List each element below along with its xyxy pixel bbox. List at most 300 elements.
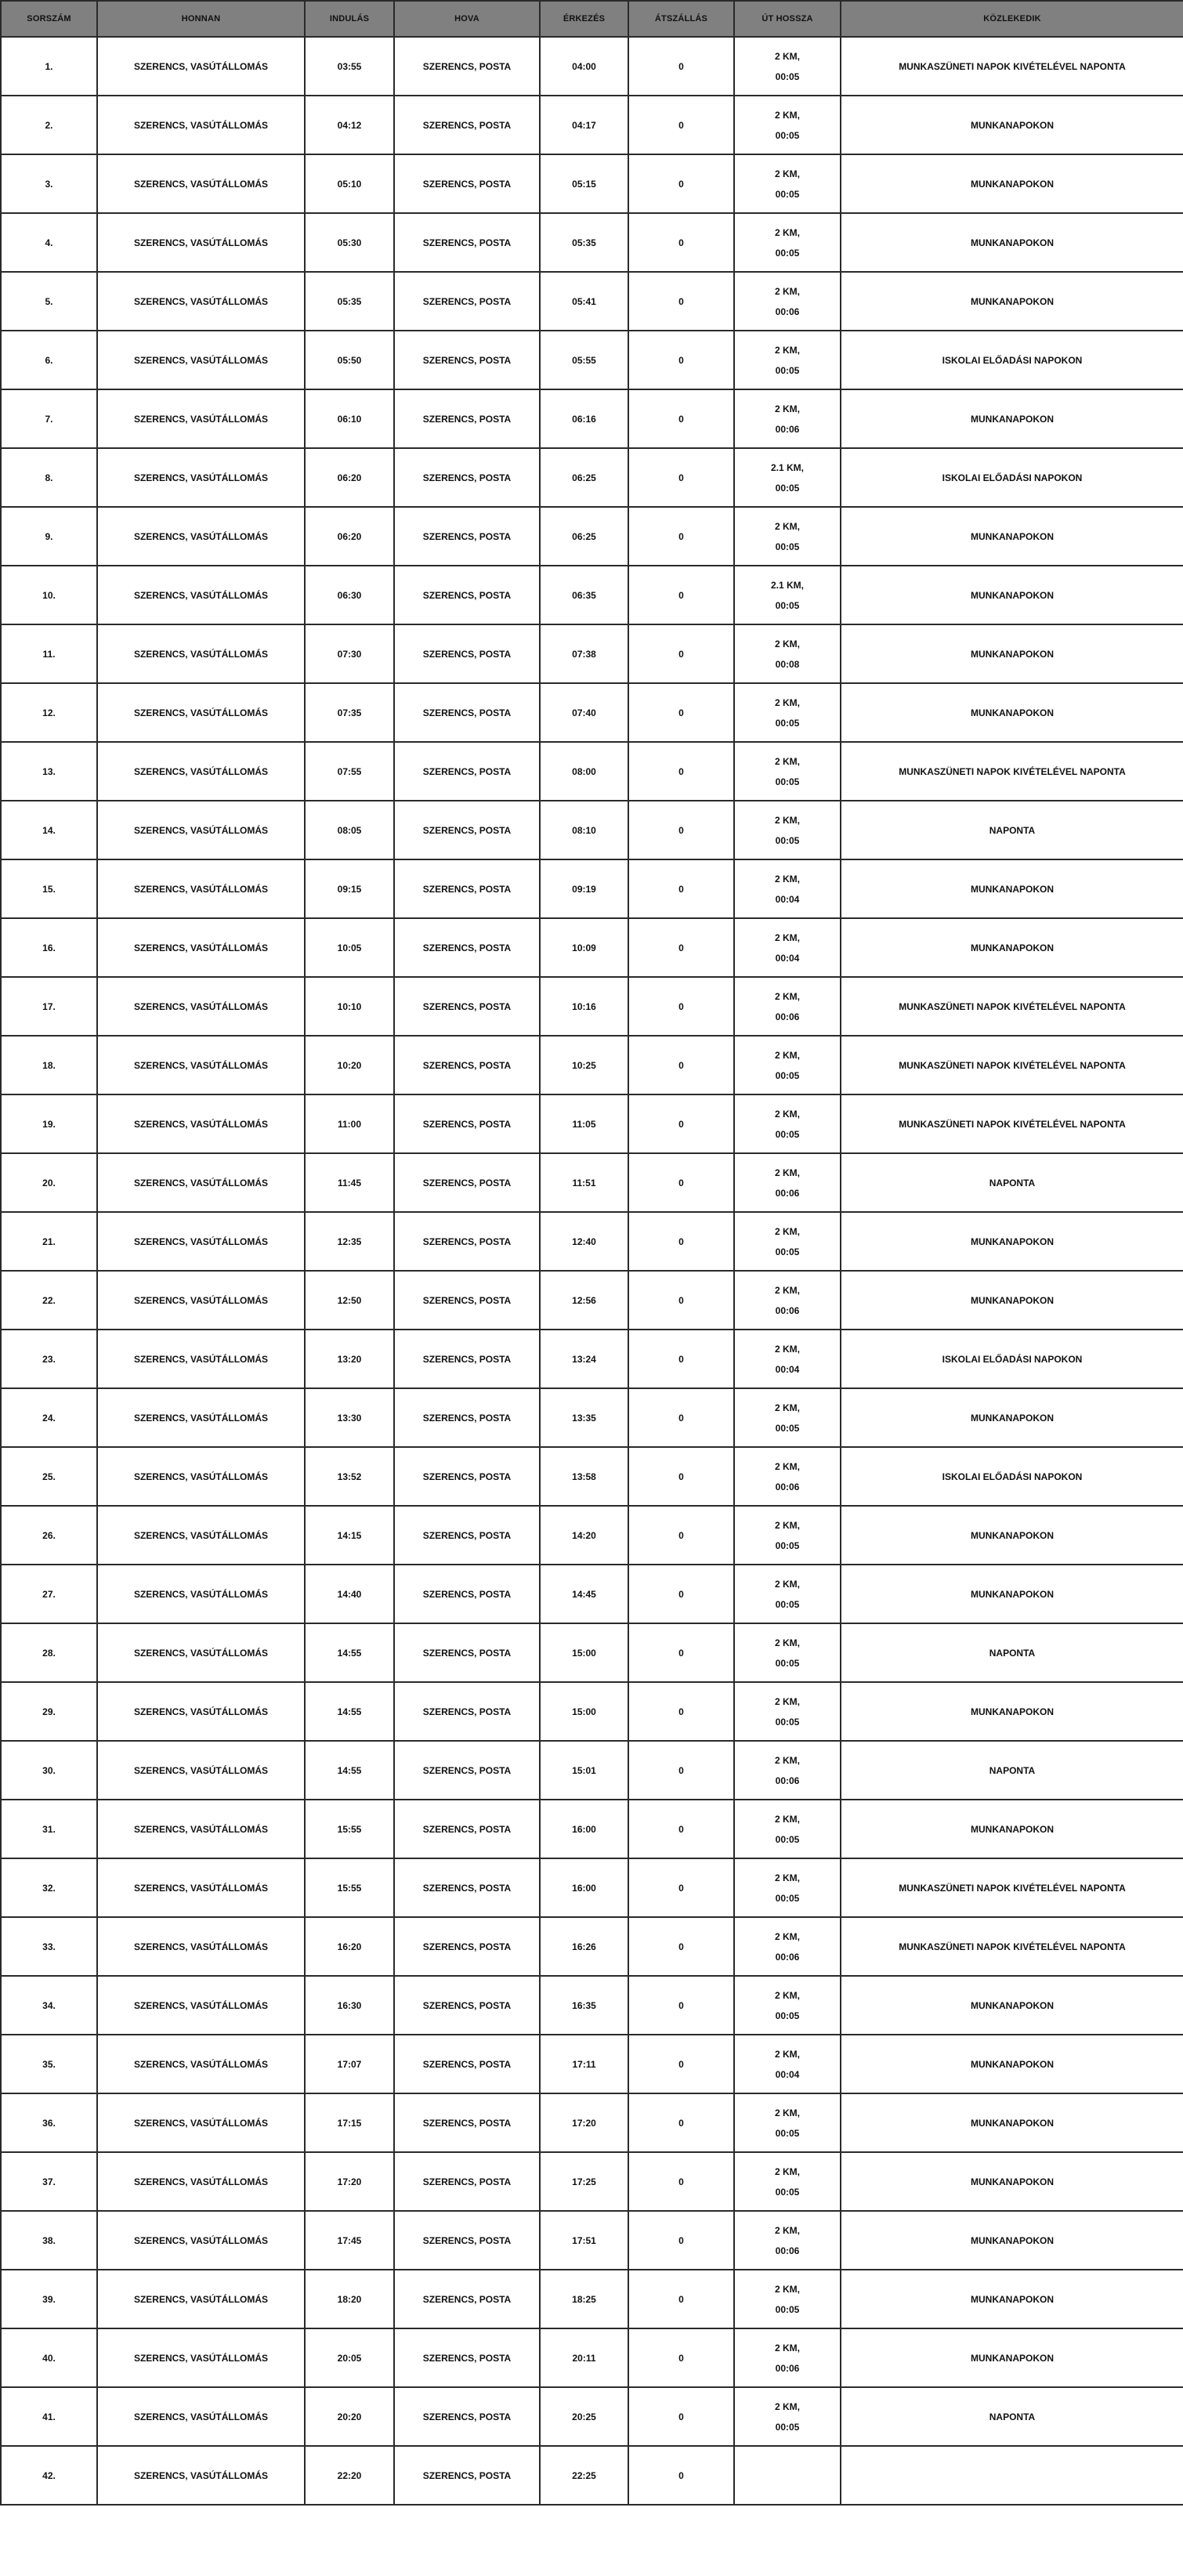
cell-ut-hossza bbox=[734, 1388, 841, 1447]
duration-value: 00:04 bbox=[775, 1363, 800, 1375]
cell-ut-hossza bbox=[734, 2211, 841, 2270]
distance-value: 2 KM, bbox=[774, 1695, 800, 1707]
cell-erkezes: 22:25 bbox=[540, 2446, 628, 2505]
table-row bbox=[1, 2152, 1183, 2211]
cell-atszallas: 0 bbox=[628, 2035, 734, 2093]
cell-honnan: SZERENCS, VASÚTÁLLOMÁS bbox=[97, 1153, 305, 1212]
cell-erkezes: 13:24 bbox=[540, 1330, 628, 1388]
table-row bbox=[1, 1271, 1183, 1330]
cell-hova: SZERENCS, POSTA bbox=[394, 1388, 540, 1447]
cell-ut-hossza bbox=[734, 859, 841, 918]
cell-honnan: SZERENCS, VASÚTÁLLOMÁS bbox=[97, 2035, 305, 2093]
table-row bbox=[1, 2387, 1183, 2446]
cell-indulas: 14:55 bbox=[305, 1682, 394, 1741]
cell-erkezes: 16:26 bbox=[540, 1917, 628, 1976]
cell-hova: SZERENCS, POSTA bbox=[394, 1330, 540, 1388]
cell-erkezes: 04:17 bbox=[540, 96, 628, 154]
duration-value: 00:05 bbox=[775, 1716, 800, 1728]
cell-atszallas: 0 bbox=[628, 1094, 734, 1153]
cell-kozlekedik: ISKOLAI ELŐADÁSI NAPOKON bbox=[841, 1447, 1183, 1506]
cell-honnan: SZERENCS, VASÚTÁLLOMÁS bbox=[97, 859, 305, 918]
duration-value: 00:06 bbox=[775, 1951, 800, 1963]
cell-hova: SZERENCS, POSTA bbox=[394, 1271, 540, 1330]
cell-sorszam: 27. bbox=[1, 1565, 97, 1623]
cell-honnan: SZERENCS, VASÚTÁLLOMÁS bbox=[97, 213, 305, 272]
header-ut-hossza: ÚT HOSSZA bbox=[734, 1, 841, 37]
cell-honnan: SZERENCS, VASÚTÁLLOMÁS bbox=[97, 624, 305, 683]
cell-atszallas: 0 bbox=[628, 624, 734, 683]
cell-indulas: 05:35 bbox=[305, 272, 394, 331]
cell-ut-hossza bbox=[734, 624, 841, 683]
cell-sorszam: 42. bbox=[1, 2446, 97, 2505]
cell-kozlekedik: ISKOLAI ELŐADÁSI NAPOKON bbox=[841, 331, 1183, 389]
header-row bbox=[1, 1, 1183, 37]
cell-erkezes: 15:00 bbox=[540, 1623, 628, 1682]
cell-ut-hossza bbox=[734, 1447, 841, 1506]
cell-atszallas: 0 bbox=[628, 1330, 734, 1388]
cell-atszallas: 0 bbox=[628, 566, 734, 624]
table-row bbox=[1, 272, 1183, 331]
distance-value: 2 KM, bbox=[774, 50, 800, 62]
duration-value: 00:05 bbox=[775, 2010, 800, 2021]
duration-value: 00:05 bbox=[775, 129, 800, 141]
duration-value: 00:05 bbox=[775, 1422, 800, 1434]
cell-erkezes: 05:55 bbox=[540, 331, 628, 389]
cell-atszallas: 0 bbox=[628, 2446, 734, 2505]
table-row bbox=[1, 213, 1183, 272]
cell-erkezes: 05:41 bbox=[540, 272, 628, 331]
cell-honnan: SZERENCS, VASÚTÁLLOMÁS bbox=[97, 1800, 305, 1858]
cell-honnan: SZERENCS, VASÚTÁLLOMÁS bbox=[97, 1858, 305, 1917]
cell-sorszam: 32. bbox=[1, 1858, 97, 1917]
cell-indulas: 17:20 bbox=[305, 2152, 394, 2211]
cell-kozlekedik: MUNKANAPOKON bbox=[841, 918, 1183, 977]
cell-erkezes: 12:56 bbox=[540, 1271, 628, 1330]
duration-value: 00:06 bbox=[775, 2245, 800, 2256]
cell-honnan: SZERENCS, VASÚTÁLLOMÁS bbox=[97, 1976, 305, 2035]
cell-honnan: SZERENCS, VASÚTÁLLOMÁS bbox=[97, 331, 305, 389]
cell-kozlekedik: MUNKASZÜNETI NAPOK KIVÉTELÉVEL NAPONTA bbox=[841, 742, 1183, 801]
duration-value: 00:06 bbox=[775, 306, 800, 317]
cell-indulas: 10:20 bbox=[305, 1036, 394, 1094]
distance-value: 2 KM, bbox=[774, 1930, 800, 1942]
cell-sorszam: 6. bbox=[1, 331, 97, 389]
cell-indulas: 06:10 bbox=[305, 389, 394, 448]
cell-kozlekedik: MUNKASZÜNETI NAPOK KIVÉTELÉVEL NAPONTA bbox=[841, 1858, 1183, 1917]
cell-atszallas: 0 bbox=[628, 1153, 734, 1212]
cell-honnan: SZERENCS, VASÚTÁLLOMÁS bbox=[97, 2328, 305, 2387]
cell-kozlekedik: MUNKANAPOKON bbox=[841, 1271, 1183, 1330]
cell-ut-hossza bbox=[734, 331, 841, 389]
cell-kozlekedik: MUNKANAPOKON bbox=[841, 624, 1183, 683]
cell-ut-hossza bbox=[734, 566, 841, 624]
duration-value: 00:06 bbox=[775, 1481, 800, 1492]
cell-honnan: SZERENCS, VASÚTÁLLOMÁS bbox=[97, 566, 305, 624]
cell-honnan: SZERENCS, VASÚTÁLLOMÁS bbox=[97, 1271, 305, 1330]
cell-sorszam: 8. bbox=[1, 448, 97, 507]
table-row bbox=[1, 1565, 1183, 1623]
cell-sorszam: 38. bbox=[1, 2211, 97, 2270]
cell-indulas: 14:15 bbox=[305, 1506, 394, 1565]
cell-ut-hossza bbox=[734, 2093, 841, 2152]
cell-honnan: SZERENCS, VASÚTÁLLOMÁS bbox=[97, 272, 305, 331]
cell-ut-hossza bbox=[734, 96, 841, 154]
distance-value: 2.1 KM, bbox=[770, 461, 804, 473]
cell-hova: SZERENCS, POSTA bbox=[394, 1623, 540, 1682]
distance-value: 2.1 KM, bbox=[770, 579, 804, 591]
cell-indulas: 08:05 bbox=[305, 801, 394, 859]
cell-ut-hossza bbox=[734, 2328, 841, 2387]
cell-erkezes: 08:10 bbox=[540, 801, 628, 859]
cell-hova: SZERENCS, POSTA bbox=[394, 2035, 540, 2093]
cell-indulas: 05:10 bbox=[305, 154, 394, 213]
table-row bbox=[1, 1036, 1183, 1094]
cell-honnan: SZERENCS, VASÚTÁLLOMÁS bbox=[97, 977, 305, 1036]
cell-erkezes: 11:51 bbox=[540, 1153, 628, 1212]
cell-atszallas: 0 bbox=[628, 859, 734, 918]
cell-atszallas: 0 bbox=[628, 683, 734, 742]
cell-sorszam: 9. bbox=[1, 507, 97, 566]
cell-hova: SZERENCS, POSTA bbox=[394, 448, 540, 507]
cell-ut-hossza bbox=[734, 2387, 841, 2446]
table-row bbox=[1, 1094, 1183, 1153]
cell-ut-hossza bbox=[734, 1153, 841, 1212]
cell-hova: SZERENCS, POSTA bbox=[394, 1212, 540, 1271]
cell-erkezes: 05:35 bbox=[540, 213, 628, 272]
cell-erkezes: 16:35 bbox=[540, 1976, 628, 2035]
cell-sorszam: 29. bbox=[1, 1682, 97, 1741]
distance-value: 2 KM, bbox=[774, 344, 800, 356]
cell-hova: SZERENCS, POSTA bbox=[394, 1800, 540, 1858]
cell-indulas: 14:55 bbox=[305, 1741, 394, 1800]
cell-honnan: SZERENCS, VASÚTÁLLOMÁS bbox=[97, 1036, 305, 1094]
cell-indulas: 15:55 bbox=[305, 1858, 394, 1917]
distance-value: 2 KM, bbox=[774, 1637, 800, 1648]
duration-value: 00:04 bbox=[775, 952, 800, 964]
cell-sorszam: 25. bbox=[1, 1447, 97, 1506]
duration-value: 00:05 bbox=[775, 599, 800, 611]
cell-hova: SZERENCS, POSTA bbox=[394, 1506, 540, 1565]
cell-ut-hossza bbox=[734, 2035, 841, 2093]
table-row bbox=[1, 1800, 1183, 1858]
cell-atszallas: 0 bbox=[628, 1976, 734, 2035]
cell-atszallas: 0 bbox=[628, 1682, 734, 1741]
cell-honnan: SZERENCS, VASÚTÁLLOMÁS bbox=[97, 1094, 305, 1153]
cell-sorszam: 28. bbox=[1, 1623, 97, 1682]
cell-indulas: 15:55 bbox=[305, 1800, 394, 1858]
cell-hova: SZERENCS, POSTA bbox=[394, 801, 540, 859]
table-row bbox=[1, 2093, 1183, 2152]
cell-erkezes: 16:00 bbox=[540, 1858, 628, 1917]
duration-value: 00:06 bbox=[775, 1775, 800, 1786]
cell-sorszam: 31. bbox=[1, 1800, 97, 1858]
cell-hova: SZERENCS, POSTA bbox=[394, 2093, 540, 2152]
cell-hova: SZERENCS, POSTA bbox=[394, 389, 540, 448]
table-row bbox=[1, 507, 1183, 566]
cell-ut-hossza bbox=[734, 1976, 841, 2035]
cell-kozlekedik: MUNKASZÜNETI NAPOK KIVÉTELÉVEL NAPONTA bbox=[841, 37, 1183, 96]
cell-erkezes: 14:45 bbox=[540, 1565, 628, 1623]
cell-atszallas: 0 bbox=[628, 96, 734, 154]
cell-atszallas: 0 bbox=[628, 1623, 734, 1682]
cell-honnan: SZERENCS, VASÚTÁLLOMÁS bbox=[97, 1212, 305, 1271]
cell-sorszam: 23. bbox=[1, 1330, 97, 1388]
cell-ut-hossza bbox=[734, 1682, 841, 1741]
duration-value: 00:05 bbox=[775, 247, 800, 259]
cell-kozlekedik: NAPONTA bbox=[841, 1741, 1183, 1800]
distance-value: 2 KM, bbox=[774, 696, 800, 708]
cell-indulas: 20:05 bbox=[305, 2328, 394, 2387]
cell-kozlekedik: MUNKASZÜNETI NAPOK KIVÉTELÉVEL NAPONTA bbox=[841, 1094, 1183, 1153]
cell-hova: SZERENCS, POSTA bbox=[394, 37, 540, 96]
table-row bbox=[1, 1741, 1183, 1800]
cell-ut-hossza bbox=[734, 1271, 841, 1330]
cell-erkezes: 14:20 bbox=[540, 1506, 628, 1565]
cell-indulas: 10:05 bbox=[305, 918, 394, 977]
cell-indulas: 04:12 bbox=[305, 96, 394, 154]
cell-ut-hossza bbox=[734, 801, 841, 859]
cell-sorszam: 19. bbox=[1, 1094, 97, 1153]
table-body bbox=[1, 37, 1183, 2505]
cell-honnan: SZERENCS, VASÚTÁLLOMÁS bbox=[97, 1565, 305, 1623]
cell-ut-hossza bbox=[734, 683, 841, 742]
duration-value: 00:05 bbox=[775, 834, 800, 846]
cell-atszallas: 0 bbox=[628, 801, 734, 859]
cell-indulas: 07:30 bbox=[305, 624, 394, 683]
cell-erkezes: 18:25 bbox=[540, 2270, 628, 2328]
cell-honnan: SZERENCS, VASÚTÁLLOMÁS bbox=[97, 37, 305, 96]
cell-erkezes: 09:19 bbox=[540, 859, 628, 918]
cell-atszallas: 0 bbox=[628, 1388, 734, 1447]
cell-hova: SZERENCS, POSTA bbox=[394, 331, 540, 389]
cell-atszallas: 0 bbox=[628, 213, 734, 272]
duration-value: 00:08 bbox=[775, 658, 800, 670]
cell-indulas: 06:20 bbox=[305, 507, 394, 566]
cell-sorszam: 17. bbox=[1, 977, 97, 1036]
cell-ut-hossza bbox=[734, 2446, 841, 2505]
duration-value: 00:06 bbox=[775, 1011, 800, 1022]
cell-indulas: 11:45 bbox=[305, 1153, 394, 1212]
cell-indulas: 13:30 bbox=[305, 1388, 394, 1447]
header-indulas: INDULÁS bbox=[305, 1, 394, 37]
cell-kozlekedik: MUNKANAPOKON bbox=[841, 96, 1183, 154]
cell-erkezes: 20:11 bbox=[540, 2328, 628, 2387]
table-row bbox=[1, 96, 1183, 154]
cell-erkezes: 06:35 bbox=[540, 566, 628, 624]
cell-ut-hossza bbox=[734, 1917, 841, 1976]
cell-hova: SZERENCS, POSTA bbox=[394, 742, 540, 801]
distance-value: 2 KM, bbox=[774, 403, 800, 414]
duration-value: 00:04 bbox=[775, 2068, 800, 2080]
cell-atszallas: 0 bbox=[628, 2211, 734, 2270]
cell-hova: SZERENCS, POSTA bbox=[394, 154, 540, 213]
cell-sorszam: 2. bbox=[1, 96, 97, 154]
distance-value: 2 KM, bbox=[774, 2401, 800, 2412]
cell-ut-hossza bbox=[734, 154, 841, 213]
cell-sorszam: 10. bbox=[1, 566, 97, 624]
cell-kozlekedik: MUNKANAPOKON bbox=[841, 154, 1183, 213]
cell-indulas: 12:35 bbox=[305, 1212, 394, 1271]
cell-kozlekedik: MUNKASZÜNETI NAPOK KIVÉTELÉVEL NAPONTA bbox=[841, 1917, 1183, 1976]
cell-erkezes: 17:20 bbox=[540, 2093, 628, 2152]
cell-sorszam: 13. bbox=[1, 742, 97, 801]
cell-kozlekedik: MUNKANAPOKON bbox=[841, 213, 1183, 272]
distance-value: 2 KM, bbox=[774, 1167, 800, 1178]
cell-erkezes: 07:38 bbox=[540, 624, 628, 683]
cell-indulas: 05:50 bbox=[305, 331, 394, 389]
cell-ut-hossza bbox=[734, 213, 841, 272]
cell-erkezes: 11:05 bbox=[540, 1094, 628, 1153]
cell-erkezes: 04:00 bbox=[540, 37, 628, 96]
cell-atszallas: 0 bbox=[628, 977, 734, 1036]
cell-indulas: 10:10 bbox=[305, 977, 394, 1036]
distance-value: 2 KM, bbox=[774, 1754, 800, 1766]
cell-hova: SZERENCS, POSTA bbox=[394, 1858, 540, 1917]
cell-kozlekedik: MUNKANAPOKON bbox=[841, 507, 1183, 566]
table-row bbox=[1, 1623, 1183, 1682]
duration-value: 00:05 bbox=[775, 1833, 800, 1845]
table-row bbox=[1, 801, 1183, 859]
cell-kozlekedik: NAPONTA bbox=[841, 801, 1183, 859]
cell-sorszam: 30. bbox=[1, 1741, 97, 1800]
cell-kozlekedik: MUNKANAPOKON bbox=[841, 2211, 1183, 2270]
cell-erkezes: 07:40 bbox=[540, 683, 628, 742]
cell-kozlekedik: MUNKANAPOKON bbox=[841, 272, 1183, 331]
header-honnan: HONNAN bbox=[97, 1, 305, 37]
cell-hova: SZERENCS, POSTA bbox=[394, 2270, 540, 2328]
distance-value: 2 KM, bbox=[774, 1989, 800, 2001]
duration-value: 00:05 bbox=[775, 1892, 800, 1904]
cell-kozlekedik: MUNKANAPOKON bbox=[841, 1976, 1183, 2035]
cell-hova: SZERENCS, POSTA bbox=[394, 213, 540, 272]
distance-value: 2 KM, bbox=[774, 1225, 800, 1237]
table-row bbox=[1, 389, 1183, 448]
distance-value: 2 KM, bbox=[774, 1108, 800, 1120]
cell-kozlekedik: MUNKANAPOKON bbox=[841, 1682, 1183, 1741]
cell-atszallas: 0 bbox=[628, 1800, 734, 1858]
cell-ut-hossza bbox=[734, 1741, 841, 1800]
cell-sorszam: 33. bbox=[1, 1917, 97, 1976]
table-row bbox=[1, 566, 1183, 624]
cell-sorszam: 34. bbox=[1, 1976, 97, 2035]
cell-hova: SZERENCS, POSTA bbox=[394, 683, 540, 742]
table-row bbox=[1, 977, 1183, 1036]
cell-sorszam: 20. bbox=[1, 1153, 97, 1212]
cell-indulas: 05:30 bbox=[305, 213, 394, 272]
distance-value: 2 KM, bbox=[774, 1402, 800, 1413]
cell-hova: SZERENCS, POSTA bbox=[394, 1682, 540, 1741]
cell-erkezes: 13:35 bbox=[540, 1388, 628, 1447]
cell-atszallas: 0 bbox=[628, 2387, 734, 2446]
cell-honnan: SZERENCS, VASÚTÁLLOMÁS bbox=[97, 1623, 305, 1682]
duration-value: 00:05 bbox=[775, 2421, 800, 2433]
cell-hova: SZERENCS, POSTA bbox=[394, 1917, 540, 1976]
cell-sorszam: 16. bbox=[1, 918, 97, 977]
distance-value: 2 KM, bbox=[774, 285, 800, 297]
distance-value: 2 KM, bbox=[774, 814, 800, 826]
table-row bbox=[1, 2211, 1183, 2270]
table-row bbox=[1, 1506, 1183, 1565]
cell-kozlekedik: MUNKANAPOKON bbox=[841, 2093, 1183, 2152]
cell-sorszam: 35. bbox=[1, 2035, 97, 2093]
cell-erkezes: 15:01 bbox=[540, 1741, 628, 1800]
duration-value: 00:05 bbox=[775, 364, 800, 376]
duration-value: 00:05 bbox=[775, 541, 800, 552]
cell-kozlekedik: ISKOLAI ELŐADÁSI NAPOKON bbox=[841, 448, 1183, 507]
cell-honnan: SZERENCS, VASÚTÁLLOMÁS bbox=[97, 1917, 305, 1976]
cell-ut-hossza bbox=[734, 1094, 841, 1153]
table-row bbox=[1, 2270, 1183, 2328]
table-row bbox=[1, 2328, 1183, 2387]
cell-atszallas: 0 bbox=[628, 507, 734, 566]
cell-honnan: SZERENCS, VASÚTÁLLOMÁS bbox=[97, 2446, 305, 2505]
cell-sorszam: 39. bbox=[1, 2270, 97, 2328]
cell-sorszam: 4. bbox=[1, 213, 97, 272]
cell-atszallas: 0 bbox=[628, 1506, 734, 1565]
header-erkezes: ÉRKEZÉS bbox=[540, 1, 628, 37]
distance-value: 2 KM, bbox=[774, 168, 800, 179]
cell-honnan: SZERENCS, VASÚTÁLLOMÁS bbox=[97, 389, 305, 448]
cell-ut-hossza bbox=[734, 2270, 841, 2328]
cell-indulas: 09:15 bbox=[305, 859, 394, 918]
duration-value: 00:05 bbox=[775, 776, 800, 787]
distance-value: 2 KM, bbox=[774, 2165, 800, 2177]
table-header bbox=[1, 1, 1183, 37]
distance-value: 2 KM, bbox=[774, 1872, 800, 1883]
header-hova: HOVA bbox=[394, 1, 540, 37]
cell-honnan: SZERENCS, VASÚTÁLLOMÁS bbox=[97, 507, 305, 566]
cell-atszallas: 0 bbox=[628, 2152, 734, 2211]
distance-value: 2 KM, bbox=[774, 520, 800, 532]
cell-indulas: 03:55 bbox=[305, 37, 394, 96]
distance-value: 2 KM, bbox=[774, 2048, 800, 2060]
cell-atszallas: 0 bbox=[628, 1212, 734, 1271]
cell-ut-hossza bbox=[734, 918, 841, 977]
cell-indulas: 11:00 bbox=[305, 1094, 394, 1153]
distance-value: 2 KM, bbox=[774, 1284, 800, 1296]
cell-erkezes: 06:25 bbox=[540, 507, 628, 566]
cell-honnan: SZERENCS, VASÚTÁLLOMÁS bbox=[97, 918, 305, 977]
cell-kozlekedik: ISKOLAI ELŐADÁSI NAPOKON bbox=[841, 1330, 1183, 1388]
cell-ut-hossza bbox=[734, 1800, 841, 1858]
cell-honnan: SZERENCS, VASÚTÁLLOMÁS bbox=[97, 1388, 305, 1447]
cell-atszallas: 0 bbox=[628, 331, 734, 389]
cell-honnan: SZERENCS, VASÚTÁLLOMÁS bbox=[97, 1506, 305, 1565]
cell-indulas: 12:50 bbox=[305, 1271, 394, 1330]
cell-sorszam: 21. bbox=[1, 1212, 97, 1271]
cell-hova: SZERENCS, POSTA bbox=[394, 1447, 540, 1506]
cell-erkezes: 10:25 bbox=[540, 1036, 628, 1094]
cell-ut-hossza bbox=[734, 1330, 841, 1388]
cell-indulas: 18:20 bbox=[305, 2270, 394, 2328]
cell-ut-hossza bbox=[734, 977, 841, 1036]
duration-value: 00:05 bbox=[775, 1657, 800, 1669]
cell-sorszam: 24. bbox=[1, 1388, 97, 1447]
cell-honnan: SZERENCS, VASÚTÁLLOMÁS bbox=[97, 448, 305, 507]
cell-hova: SZERENCS, POSTA bbox=[394, 507, 540, 566]
cell-indulas: 07:55 bbox=[305, 742, 394, 801]
cell-hova: SZERENCS, POSTA bbox=[394, 918, 540, 977]
cell-ut-hossza bbox=[734, 507, 841, 566]
cell-erkezes: 17:11 bbox=[540, 2035, 628, 2093]
table-row bbox=[1, 1917, 1183, 1976]
cell-honnan: SZERENCS, VASÚTÁLLOMÁS bbox=[97, 2270, 305, 2328]
cell-hova: SZERENCS, POSTA bbox=[394, 1741, 540, 1800]
cell-ut-hossza bbox=[734, 1036, 841, 1094]
duration-value: 00:05 bbox=[775, 482, 800, 494]
distance-value: 2 KM, bbox=[774, 2283, 800, 2295]
cell-hova: SZERENCS, POSTA bbox=[394, 1976, 540, 2035]
